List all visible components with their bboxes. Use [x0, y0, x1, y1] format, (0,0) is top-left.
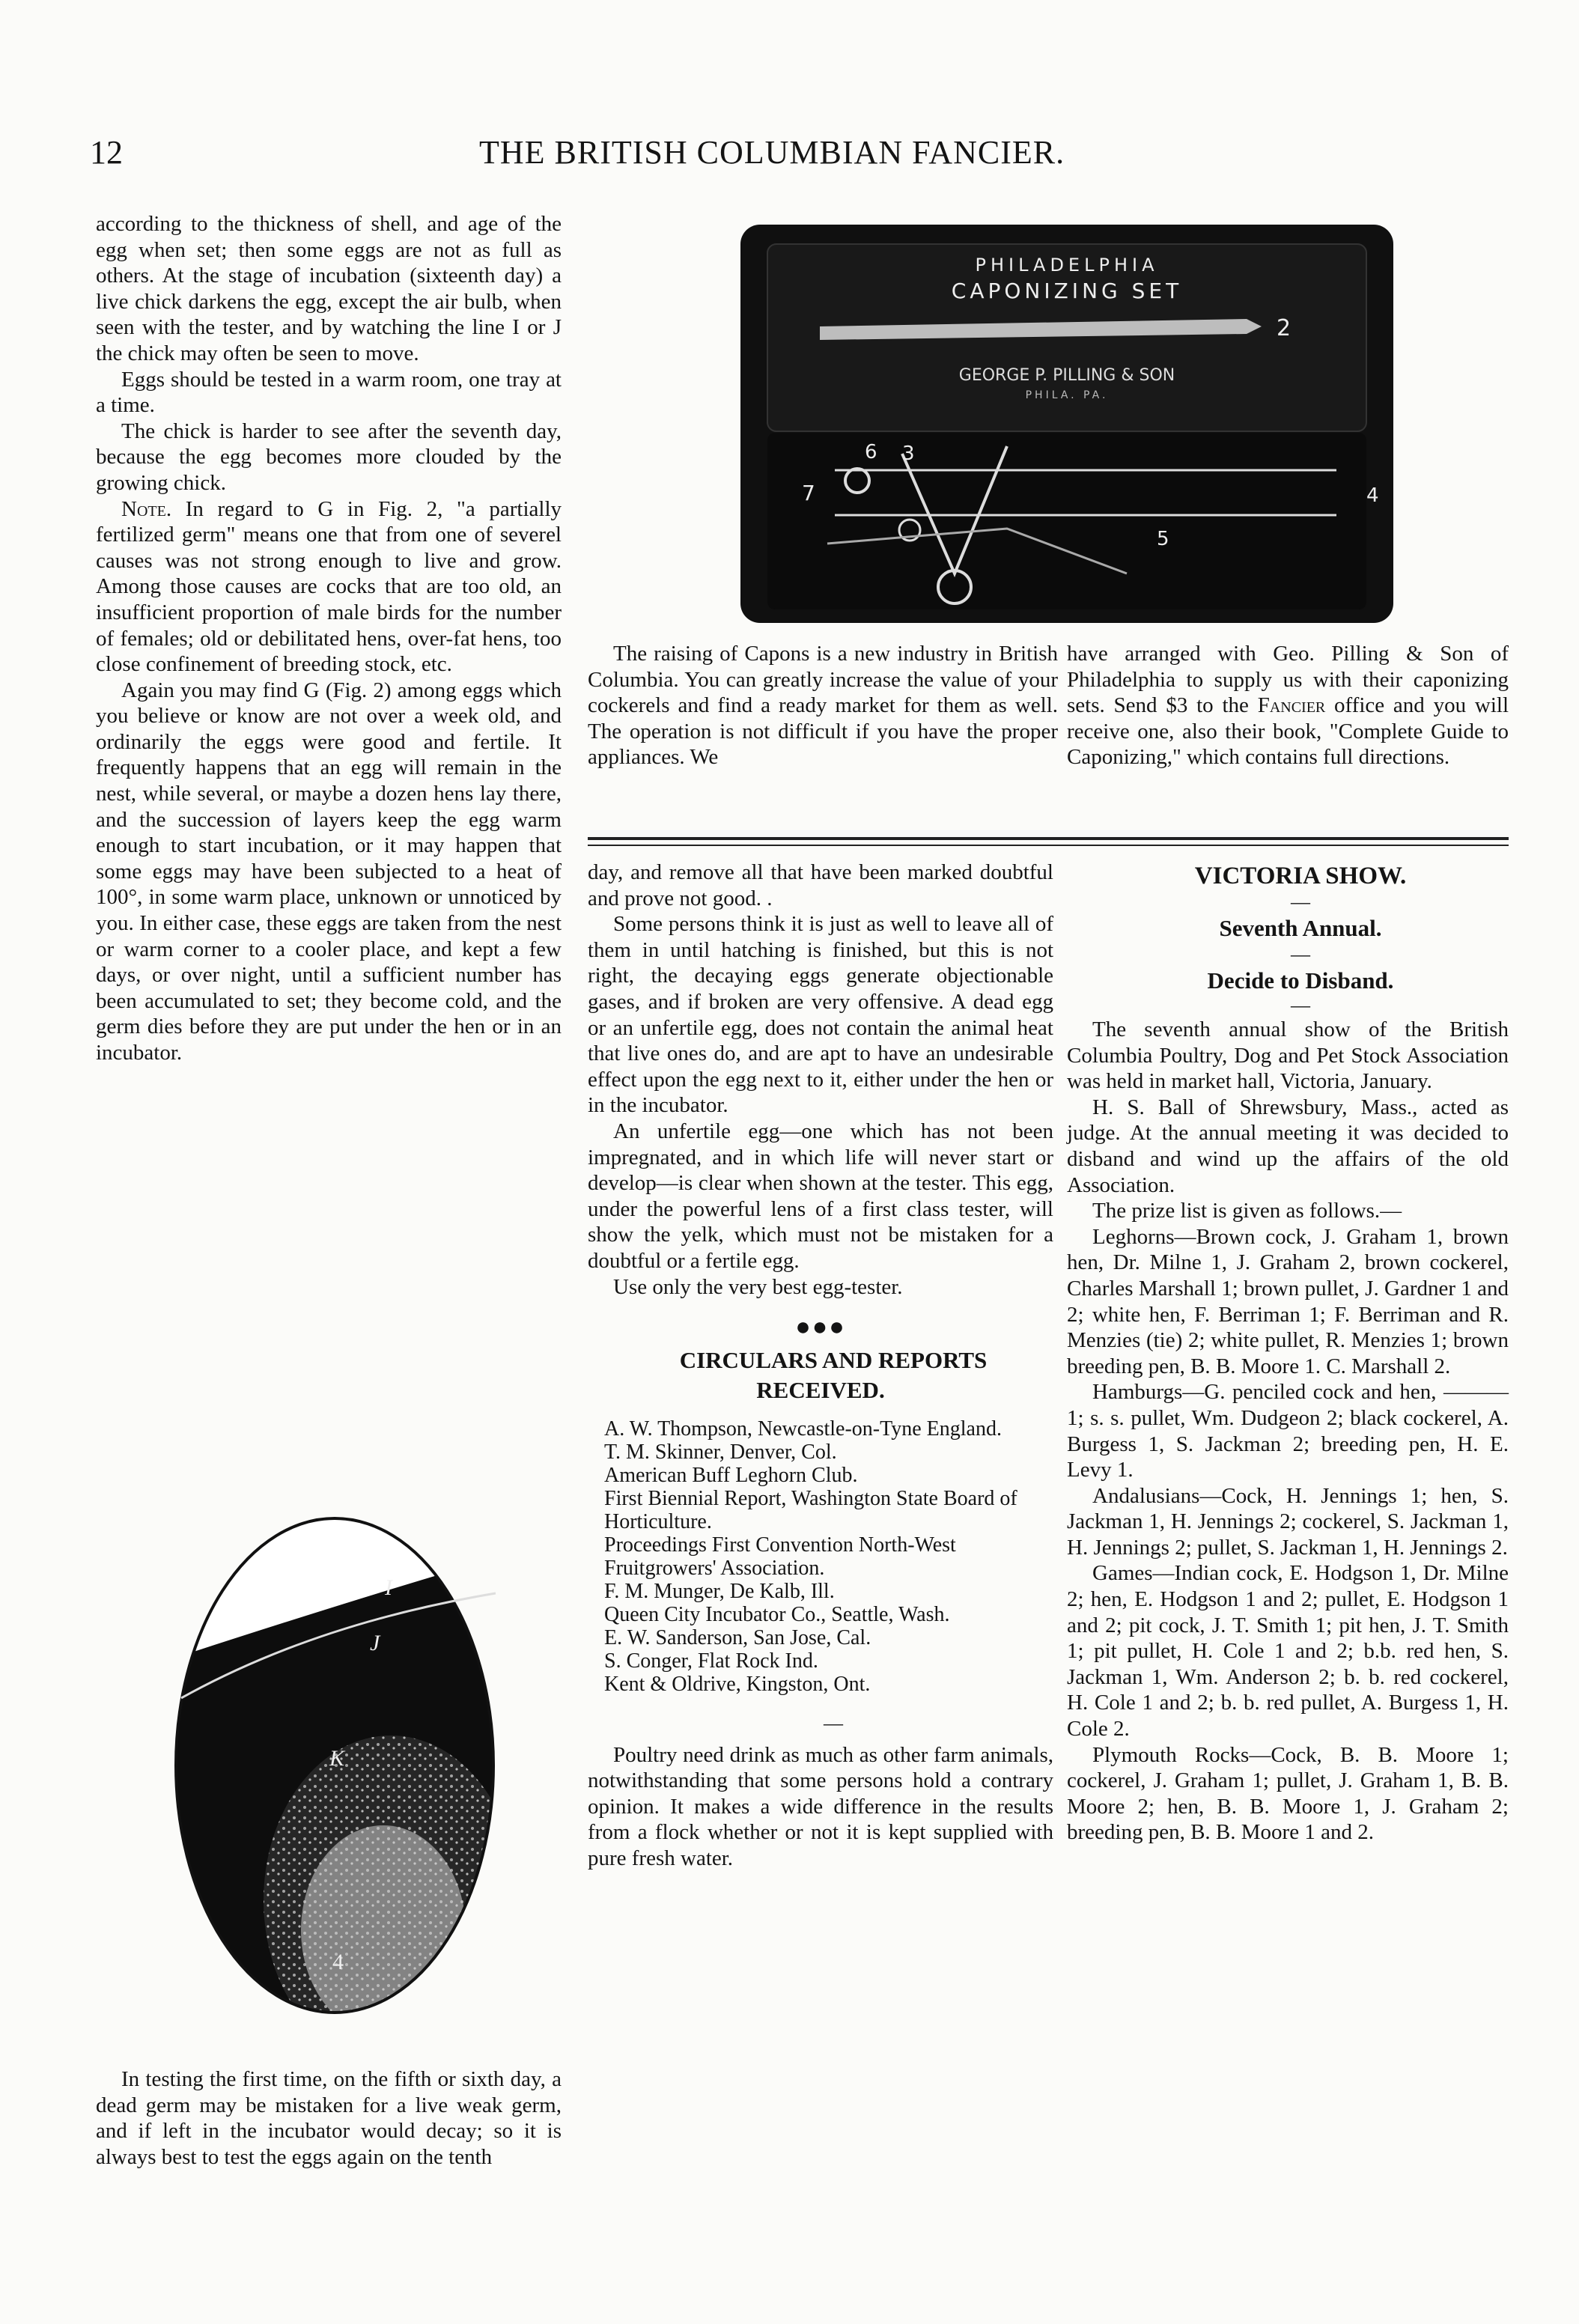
capon-text-left [588, 641, 1058, 770]
number-7: 7 [802, 481, 815, 505]
column-1-bottom [96, 2066, 562, 2170]
paragraph: The prize list is given as follows.— [1092, 1199, 1402, 1223]
note-paragraph [96, 496, 562, 678]
separator-dash: — [824, 1712, 843, 1734]
paragraph: Use only the very best egg-tester. [613, 1274, 903, 1299]
column-1-text [96, 211, 562, 1066]
list-item: Queen City Incubator Co., Seattle, Wash. [604, 1602, 950, 1626]
separator-dash: — [1291, 891, 1310, 913]
caponizing-set-image [737, 222, 1396, 626]
egg-label-i: I [385, 1575, 392, 1600]
paragraph: Leghorns—Brown cock, J. Graham 1, brown hen, Dr. Milne 1, J. Graham 2, brown cockerel, Charles Marshall 1; brown pullet, J. Gardner 1 and 2; white hen, F. Berriman 1; F. Berriman and R. Menzies (tie) 2; white pullet, R. Menzies 1; brown breeding pen, B. B. Moore 1. C. Marshall 2. [1067, 1224, 1509, 1378]
victoria-heading: VICTORIA SHOW. [1194, 863, 1407, 889]
paragraph: day, and remove all that have been marked doubtful and prove not good. . [588, 860, 1053, 910]
paragraph: Hamburgs—G. penciled cock and hen, ———1; s. s. pullet, Wm. Dudgeon 2; black cockerel, A. Burgess 1, S. Jackman 2; breeding pen, H. E. Levy 1. [1067, 1380, 1509, 1482]
paragraph: Games—Indian cock, E. Hodgson 1, Dr. Milne 2; hen, E. Hodgson 1 and 2; pullet, E. Hodgson 1 and 2; pit cock, J. T. Smith 1; pit hen, J. T. Smith 1; pit pullet, H. Cole 1 and 2; b.b. red hen, S. Jackman 1, Wm. Anderson 2; b. b. red cockerel, H. Cole 1 and 2; b. b. red pullet, A. Burgess 1, H. Cole 2. [1067, 1561, 1509, 1742]
capon-right-part2: office and you will receive one, also their book, "Complete Guide to Caponizing," which contains full directions. [1067, 693, 1509, 770]
paragraph: Plymouth Rocks—Cock, B. B. Moore 1; cockerel, J. Graham 1; pullet, J. Graham 1, B. B. Moore 2; hen, B. B. Moore 1, J. Graham 2; breeding pen, B. B. Moore 1 and 2. [1067, 1742, 1509, 1845]
list-item: T. M. Skinner, Denver, Col. [604, 1440, 837, 1464]
victoria-subheading-1: Seventh Annual. [1219, 915, 1382, 941]
separator-dash: — [1291, 994, 1310, 1016]
running-header [90, 133, 1497, 186]
paragraph [1067, 641, 1509, 770]
number-3: 3 [902, 442, 915, 465]
paragraph: according to the thickness of shell, and age of the egg when set; then some eggs are not as full as others. At the stage of incubation (sixteenth day) a live chick darkens the egg, except the air bulb, when seen with the tester, and by watching the line I or J the chick may often be seen to move. [96, 212, 562, 365]
paragraph: The chick is harder to see after the seventh day, because the egg becomes more clouded by the growing chick. [96, 419, 562, 495]
number-6: 6 [865, 441, 877, 463]
paragraph: The raising of Capons is a new industry in British Columbia. You can greatly increase the value of your cockerels and find a ready market for them as well. The operation is not difficult if you have the proper appliances. We [588, 642, 1058, 770]
paragraph: In testing the first time, on the fifth or sixth day, a dead germ may be mistaken for a live weak germ, and if left in the incubator would decay; so it is always best to test the eggs again on the tenth [96, 2067, 562, 2169]
column-2-text [588, 860, 1053, 1872]
egg-candling-figure [166, 1511, 503, 2020]
egg-label-k: K [329, 1746, 345, 1771]
note-text: In regard to G in Fig. 2, "a partially fertilized germ" means one that from one of severel causes was not strong enough to live and grow. Among those causes are cocks that are too old, an insufficient proportion of male birds for the number of females; old or debilitated hens, over-fat hens, too close confinement of breeding stock, etc. [96, 496, 562, 677]
number-4: 4 [1366, 484, 1379, 507]
egg-label-j: J [370, 1631, 380, 1655]
list-item: F. M. Munger, De Kalb, Ill. [604, 1579, 835, 1603]
list-item: Proceedings First Convention North-West Fruitgrowers' Association. [604, 1533, 956, 1580]
running-title: THE BRITISH COLUMBIAN FANCIER. [479, 134, 1065, 171]
paragraph: Eggs should be tested in a warm room, one tray at a time. [96, 367, 562, 418]
note-label: Note. [121, 496, 172, 521]
maker-city: PHILA. PA. [1025, 389, 1109, 401]
section-rule [588, 837, 1509, 840]
fancier-word: Fancier [1257, 693, 1326, 718]
list-item: First Biennial Report, Washington State Board of Horticulture. [604, 1486, 1017, 1533]
paragraph: The seventh annual show of the British Columbia Poultry, Dog and Pet Stock Association was held in market hall, Victoria, January. [1067, 1017, 1509, 1094]
paragraph: H. S. Ball of Shrewsbury, Mass., acted as judge. At the annual meeting it was decided to disband and wind up the affairs of the old Association. [1067, 1095, 1509, 1197]
section-rule [588, 845, 1509, 846]
list-item: S. Conger, Flat Rock Ind. [604, 1649, 818, 1673]
victoria-subheading-2: Decide to Disband. [1207, 967, 1394, 994]
number-2: 2 [1277, 315, 1292, 341]
paragraph: Andalusians—Cock, H. Jennings 1; hen, S. Jackman 1, H. Jennings 2; cockerel, S. Jackman 1, H. Jennings 2; pullet, S. Jackman 1, H. Jennings 2. [1067, 1483, 1509, 1560]
egg-label-4: 4 [332, 1950, 344, 1974]
list-item: Kent & Oldrive, Kingston, Ont. [604, 1672, 871, 1696]
circulars-list [588, 1417, 1053, 1696]
section-ornament: ●●● [795, 1313, 846, 1342]
paragraph: Some persons think it is just as well to leave all of them in until hatching is finished, but this is not right, the decaying eggs generate objectionable gases, and if broken are very offensive. A dead egg or an unfertile egg, does not contain the animal heat that live ones do, and are apt to have an undesirable effect upon the egg next to it, either under the hen or in the incubator. [588, 912, 1053, 1118]
page-number: 12 [90, 134, 123, 171]
maker-name: GEORGE P. PILLING & SON [958, 366, 1175, 385]
set-title-line2: CAPONIZING SET [951, 279, 1183, 303]
number-5: 5 [1157, 528, 1169, 550]
capon-text-right [1067, 641, 1509, 770]
paragraph: Poultry need drink as much as other farm animals, notwithstanding that some persons hold a contrary opinion. It makes a wide difference in the results from a flock whether or not it is kept supplied with pure fresh water. [588, 1742, 1053, 1871]
circulars-heading: CIRCULARS AND REPORTS RECEIVED. [679, 1346, 988, 1403]
list-item: E. W. Sanderson, San Jose, Cal. [604, 1625, 871, 1649]
column-3-text [1067, 861, 1509, 1846]
separator-dash: — [1291, 943, 1310, 965]
list-item: A. W. Thompson, Newcastle-on-Tyne England. [604, 1417, 1002, 1441]
set-title-line1: PHILADELPHIA [975, 255, 1159, 276]
list-item: American Buff Leghorn Club. [604, 1463, 858, 1487]
paragraph: An unfertile egg—one which has not been impregnated, and in which life will never start or develop—is clear when shown at the tester. This egg, under the powerful lens of a first class tester, will show the yelk, which must not be mistaken for a doubtful or a fertile egg. [588, 1119, 1053, 1273]
paragraph: Again you may find G (Fig. 2) among eggs which you believe or know are not over a week old, and ordinarily the eggs were good and fertile. It frequently happens that an egg will remain in the nest, while several, or maybe a dozen hens lay there, and the succession of layers keep the egg warm enough to start incubation, or it may happen that some eggs may have been subjected to a heat of 100°, in some warm place, unknown or unnoticed by you. In either case, these eggs are taken from the nest or warm corner to a cooler place, and kept a few days, or over night, until a sufficient number has been accumulated to set; they become cold, and the germ dies before they are put under the hen or in an incubator. [96, 678, 562, 1065]
capon-right-part1: have arranged with Geo. Pilling & Son of Philadelphia to supply us with their caponizing sets. Send $3 to the [1067, 642, 1509, 718]
